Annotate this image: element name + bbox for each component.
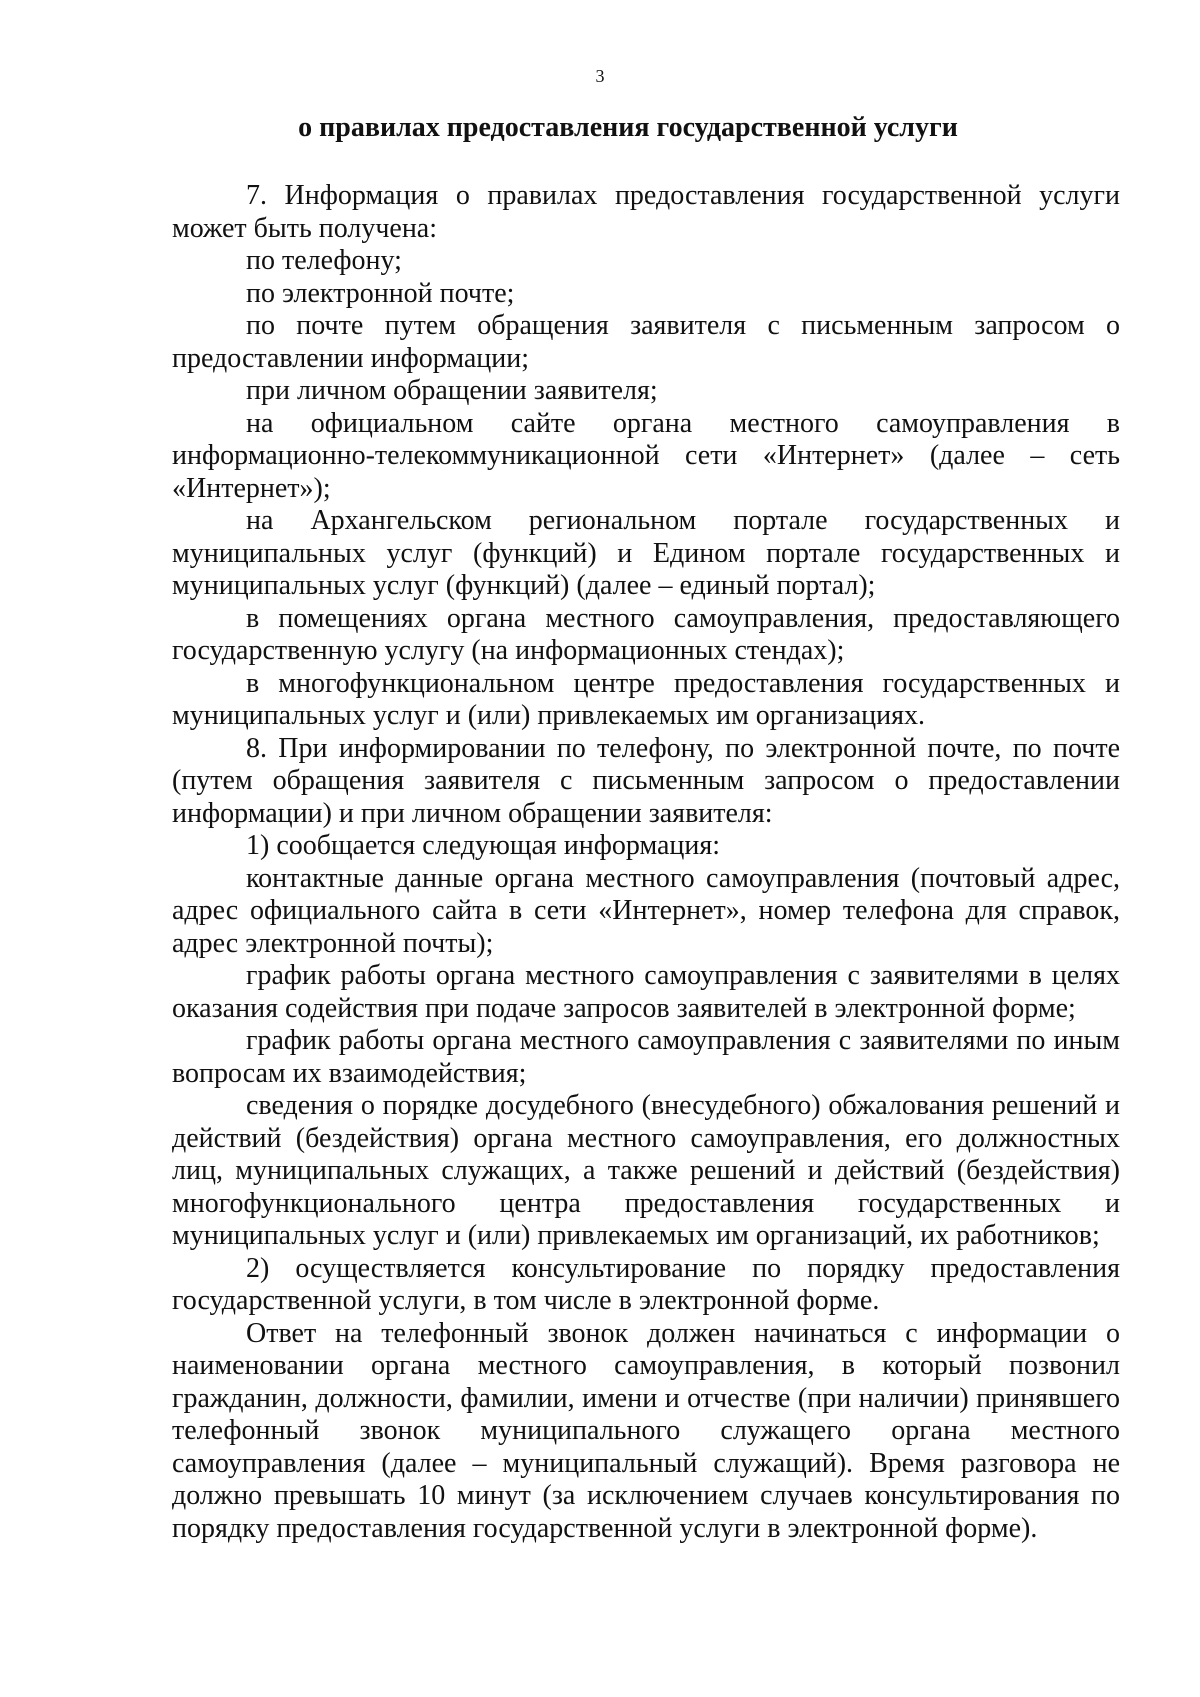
list-item-schedule-electronic: график работы органа местного самоуправления с заявителями в целях оказания содействия при подаче запросов заявителей в электронной форме; (172, 960, 1120, 1024)
list-item-schedule-other: график работы органа местного самоуправления с заявителями по иным вопросам их взаимодействия; (172, 1025, 1120, 1089)
list-item-personal-visit: при личном обращении заявителя; (246, 375, 658, 406)
document-body (172, 180, 1120, 1545)
section-title: о правилах предоставления государственной услуги (298, 112, 958, 143)
list-item-email: по электронной почте; (246, 277, 515, 309)
list-item-mfc: в многофункциональном центре предоставления государственных и муниципальных услуг и (или) привлекаемых им организациях. (172, 667, 1120, 731)
list-item-mail: по почте путем обращения заявителя с письменным запросом о предоставлении информации; (172, 310, 1120, 374)
list-item-appeal-procedure: сведения о порядке досудебного (внесудебного) обжалования решений и действий (бездействия) органа местного самоуправления, его должностных лиц, муниципальных служащих, а также решений и действий (бездействия) многофункционального центра предоставления государственных и муниципальных услуг и (или) привлекаемых им организаций, их работников; (172, 1090, 1120, 1251)
subpoint-1: 1) сообщается следующая информация: (246, 830, 721, 861)
paragraph-7-intro: 7. Информация о правилах предоставления государственной услуги может быть получена: (172, 180, 1120, 244)
list-item-phone: по телефону; (246, 245, 402, 276)
subpoint-2: 2) осуществляется консультирование по порядку предоставления государственной услуги, в том числе в электронной форме. (172, 1252, 1120, 1316)
list-item-contacts: контактные данные органа местного самоуправления (почтовый адрес, адрес официального сайта в сети «Интернет», номер телефона для справок, адрес электронной почты); (172, 862, 1120, 959)
list-item-portal: на Архангельском региональном портале государственных и муниципальных услуг (функций) и Едином портале государственных и муниципальных услуг (функций) (далее – единый портал); (172, 505, 1120, 601)
paragraph-phone-answer: Ответ на телефонный звонок должен начинаться с информации о наименовании органа местного самоуправления, в который позвонил гражданин, должности, фамилии, имени и отчестве (при наличии) принявшего телефонный звонок муниципального служащего органа местного самоуправления (далее – муниципальный служащий). Время разговора не должно превышать 10 минут (за исключением случаев консультирования по порядку предоставления государственной услуги в электронной форме). (172, 1317, 1120, 1544)
list-item-official-site: на официальном сайте органа местного самоуправления в информационно-телекоммуникационной сети «Интернет» (далее – сеть «Интернет»); (172, 407, 1120, 504)
page-number: 3 (595, 66, 605, 86)
paragraph-8-intro: 8. При информировании по телефону, по электронной почте, по почте (путем обращения заявителя с письменным запросом о предоставлении информации) и при личном обращении заявителя: (172, 732, 1120, 829)
list-item-premises: в помещениях органа местного самоуправления, предоставляющего государственную услугу (на информационных стендах); (172, 602, 1120, 666)
